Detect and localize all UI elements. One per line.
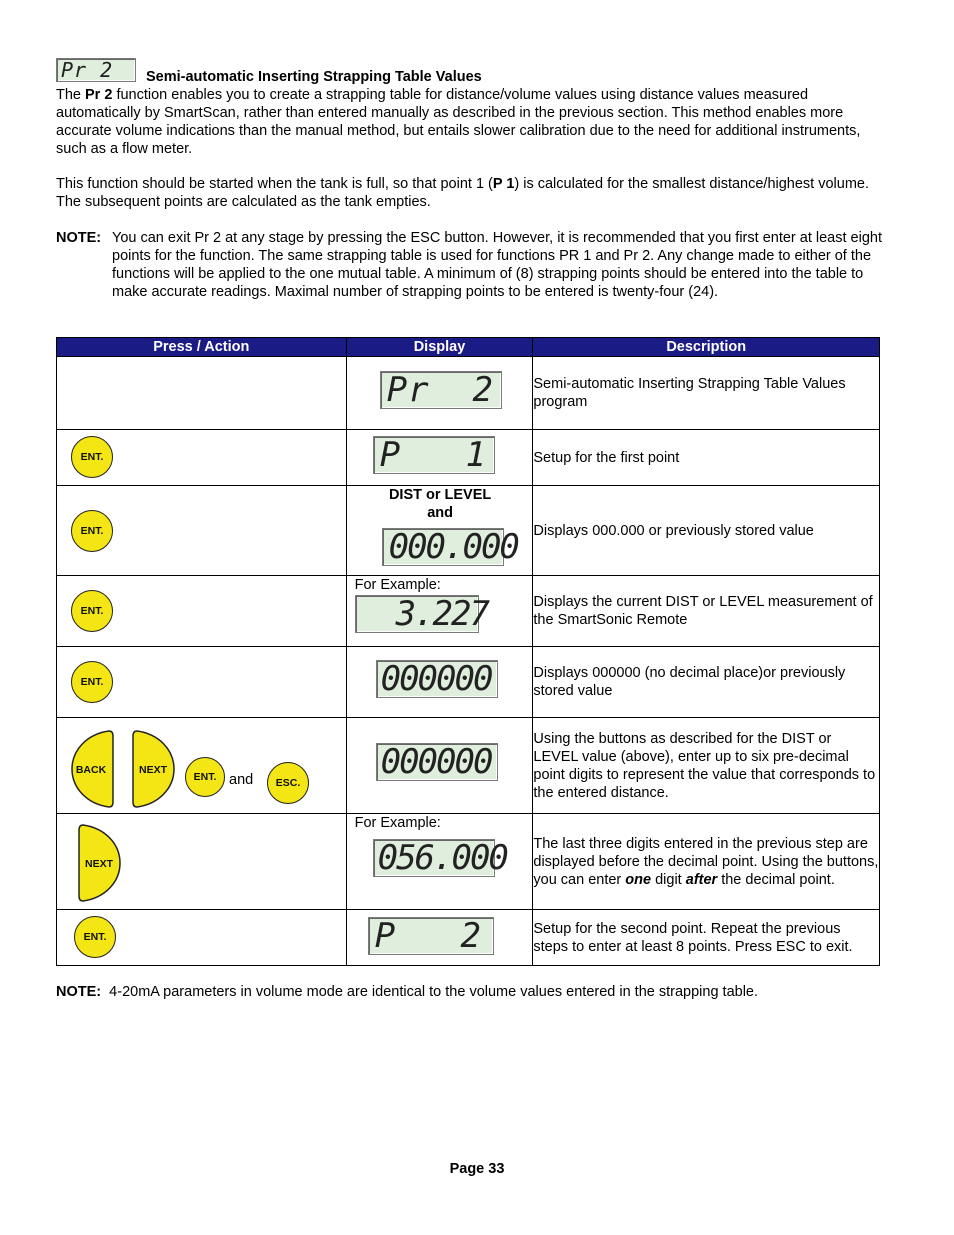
page-number: Page 33 [449,1161,505,1177]
lcd-display: 000.000 [382,528,504,566]
pr2-badge-lcd: Pr 2 [56,58,136,82]
intro-paragraph-2 [56,175,886,211]
example-label: For Example: [354,577,441,593]
action-cell [57,814,347,910]
description-cell: Setup for the first point [533,430,880,486]
ent-button[interactable]: ENT. [74,916,116,958]
col-header-display: Display [346,338,533,357]
lcd-display: P 1 [373,436,495,474]
lcd-display: 056.000 [373,839,495,877]
example-label: For Example: [354,815,441,831]
intro-text: function enables you to create a strapping table for distance/volume values using distance values measured automatically by SmartScan, rather than entered manually as described in the previous section. This method enables more accurate volume indications than the manual method, but entails slower calibration due to the need for additional instruments, such as a flow meter. [56,87,861,157]
back-button-label: BACK [75,764,107,776]
table-row [57,814,880,910]
esc-button[interactable]: ESC. [267,762,309,804]
note-2 [56,983,886,1001]
back-button[interactable] [69,728,115,810]
display-cell [346,430,533,486]
intro-text: The [56,87,86,103]
note-label: NOTE: [56,230,102,246]
intro-paragraph-1 [56,86,886,158]
and-label: and [229,772,254,788]
next-button-label: NEXT [138,764,168,776]
ent-button[interactable]: ENT. [71,590,113,632]
ent-button[interactable]: ENT. [71,661,113,703]
action-cell [57,576,347,647]
action-cell [57,357,347,430]
intro-text: This function should be started when the tank is full, so that point 1 ( [56,176,493,192]
display-cell [346,576,533,647]
lcd-display: 000000 [376,743,498,781]
table-row [57,357,880,430]
description-cell [533,814,880,910]
desc-emphasis: one [625,871,652,888]
note-text: 4-20mA parameters in volume mode are identical to the volume values entered in the strapping table. [109,984,759,1000]
display-cell [346,718,533,814]
lcd-display: 000000 [376,660,498,698]
description-cell: Setup for the second point. Repeat the previous steps to enter at least 8 points. Press ESC to exit. [533,910,880,966]
table-row [57,576,880,647]
procedure-table [56,337,880,966]
display-cell [346,814,533,910]
ent-button[interactable]: ENT. [71,436,113,478]
description-cell: Displays the current DIST or LEVEL measurement of the SmartSonic Remote [533,576,880,647]
display-cell [346,910,533,966]
description-cell: Displays 000.000 or previously stored value [533,486,880,576]
table-header-row [57,338,880,357]
description-cell: Using the buttons as described for the DIST or LEVEL value (above), enter up to six pre-decimal point digits to represent the value that corresponds to the entered distance. [533,718,880,814]
display-cell [346,647,533,718]
action-cell [57,486,347,576]
table-row [57,486,880,576]
desc-text: digit [651,871,686,888]
table-row [57,430,880,486]
display-cell [346,486,533,576]
next-button[interactable] [77,822,123,904]
col-header-description: Description [533,338,880,357]
display-label-and: and [427,505,453,521]
lcd-display: 3.227 [355,595,479,633]
ent-button[interactable]: ENT. [185,757,225,797]
intro-keyword: P 1 [492,176,515,192]
action-cell [57,718,347,814]
section-title: Semi-automatic Inserting Strapping Table Values [146,69,482,85]
next-button-label: NEXT [84,858,114,870]
desc-text: The last three digits entered in the previous step are displayed before the decimal point. Using the buttons, you can enter [533,835,879,888]
note-label: NOTE: [56,984,102,1000]
display-cell [346,357,533,430]
desc-emphasis: after [685,871,718,888]
action-cell [57,647,347,718]
table-row [57,910,880,966]
action-cell [57,910,347,966]
ent-button[interactable]: ENT. [71,510,113,552]
intro-keyword: Pr 2 [85,87,113,103]
display-label-dist-level: DIST or LEVEL [388,487,492,503]
note-text: You can exit Pr 2 at any stage by pressing the ESC button. However, it is recommended that you first enter at least eight points for the function. The same strapping table is used for functions PR 1 and Pr 2. Any change made to either of the functions will be applied to the one mutual table. A minimum of (8) strapping points should be entered into the table to make accurate readings. Maximal number of strapping points to be entered is twenty-four (24). [112,230,882,300]
table-row [57,647,880,718]
description-cell: Semi-automatic Inserting Strapping Table Values program [533,357,880,430]
desc-text: the decimal point. [717,871,835,888]
lcd-display: Pr 2 [380,371,502,409]
lcd-display: P 2 [368,917,494,955]
next-button[interactable] [131,728,177,810]
action-cell [57,430,347,486]
intro-text: ) is calculated for the smallest distance/highest volume. The subsequent points are calculated as the tank empties. [56,176,870,210]
description-cell: Displays 000000 (no decimal place)or previously stored value [533,647,880,718]
col-header-press: Press / Action [57,338,347,357]
table-row [57,718,880,814]
